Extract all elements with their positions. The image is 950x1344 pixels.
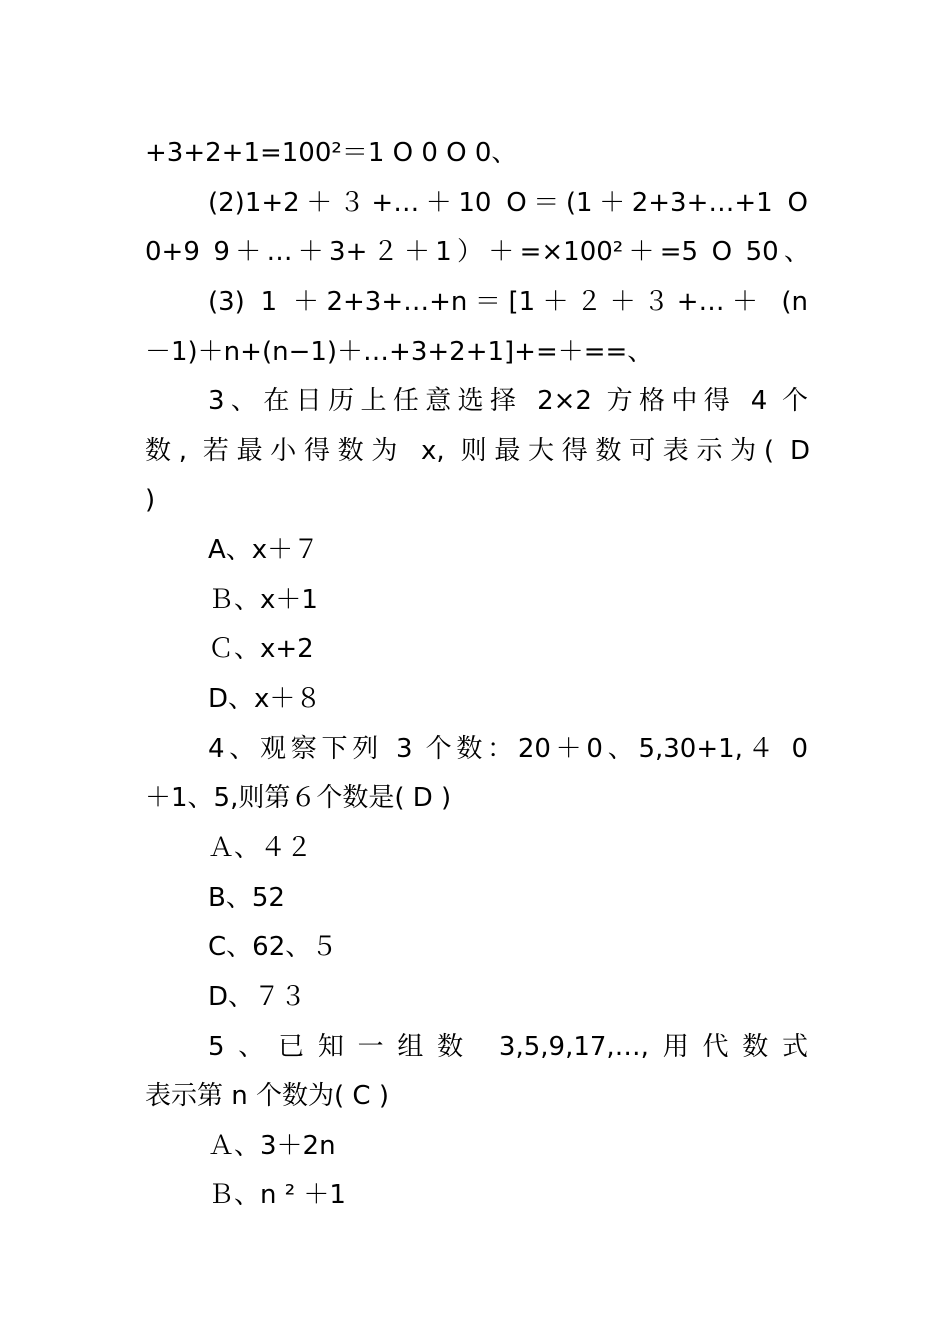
question-4-option-c: C、62、５ (208, 932, 338, 962)
text-line-3: 0+9 9＋…＋3+２＋1）＋=×100²＋=5 O 50、 (145, 237, 810, 267)
question-3-line-3: ) (145, 485, 156, 515)
question-3-line-1: 3、在日历上任意选择 2×2 方格中得 4 个 (208, 386, 808, 416)
text-line-1: +3+2+1=100²＝1 O 0 O 0、 (145, 138, 518, 168)
question-3-option-b: Ｂ、x＋1 (208, 585, 318, 615)
question-4-line-1: 4、观察下列 3 个数：20＋0、5,30+1,４ 0 (208, 734, 808, 764)
text-line-5: －1)＋n+(n−1)＋…+3+2+1]+=＋==、 (145, 337, 654, 367)
question-3-option-a: A、x＋７ (208, 535, 320, 565)
text-line-2: (2)1+2＋３+…＋10 O＝(1＋2+3+…+1 O (208, 188, 808, 218)
question-4-option-a: Ａ、４２ (208, 833, 313, 863)
question-4-option-b: B、52 (208, 883, 285, 913)
question-3-option-d: D、x＋８ (208, 684, 322, 714)
question-5-option-a: Ａ、3＋2n (208, 1131, 336, 1161)
question-4-option-d: D、７３ (208, 982, 307, 1012)
question-3-line-2: 数, 若最小得数为 x, 则最大得数可表示为( D (145, 436, 810, 466)
question-3-option-c: Ｃ、x+2 (208, 634, 314, 664)
text-line-4: (3) 1 ＋2+3+…+n＝[1＋２＋３+…＋ (n (208, 287, 808, 317)
question-5-line-1: 5、已知一组数 3,5,9,17,…,用代数式 (208, 1032, 808, 1062)
question-5-line-2: 表示第 n 个数为( C ) (145, 1081, 389, 1111)
question-5-option-b: Ｂ、n ² ＋1 (208, 1180, 346, 1210)
question-4-line-2: ＋1、5,则第６个数是( D ) (145, 783, 452, 813)
